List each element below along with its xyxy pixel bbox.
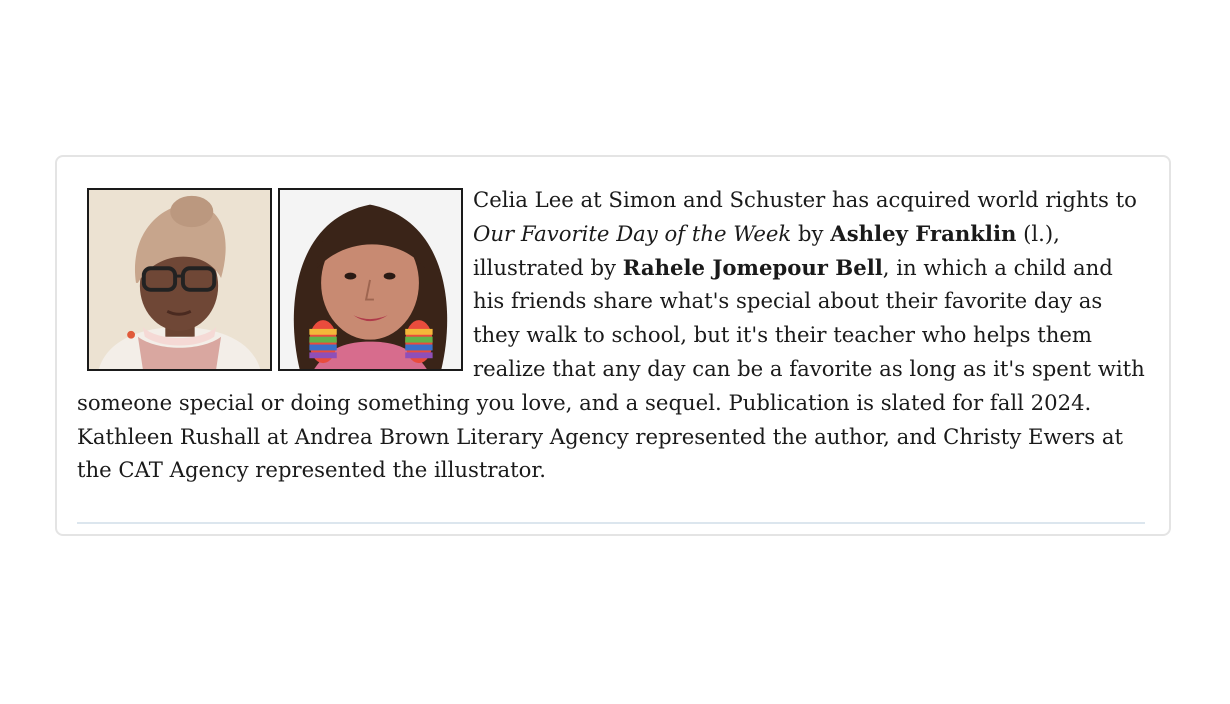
author-photo <box>87 188 272 371</box>
article-body: , in which a child and his friends share what's special about their favorite day as they walk to school, but it's their teacher who helps them realize that any day can be a favorite as long as it's spent with someone special or doing something you love, and a sequel. Publication is slated for fall 2024. Kathleen Rushall at Andrea Brown Literary Agency represented the author, and Christy Ewers at the CAT Agency represented the illustrator. <box>77 254 1145 483</box>
article-intro: Celia Lee at Simon and Schuster has acquired world rights to <box>473 187 1137 212</box>
article-content <box>77 183 1149 487</box>
author-name: Ashley Franklin <box>830 220 1017 246</box>
divider <box>77 522 1145 524</box>
news-card <box>55 155 1171 536</box>
author-suffix: (l.), illustrated by <box>473 220 1060 280</box>
illustrator-photo <box>278 188 463 371</box>
article-by: by <box>791 220 831 246</box>
photo-group <box>87 188 463 371</box>
book-title: Our Favorite Day of the Week <box>473 220 792 246</box>
illustrator-name: Rahele Jomepour Bell <box>622 254 883 280</box>
